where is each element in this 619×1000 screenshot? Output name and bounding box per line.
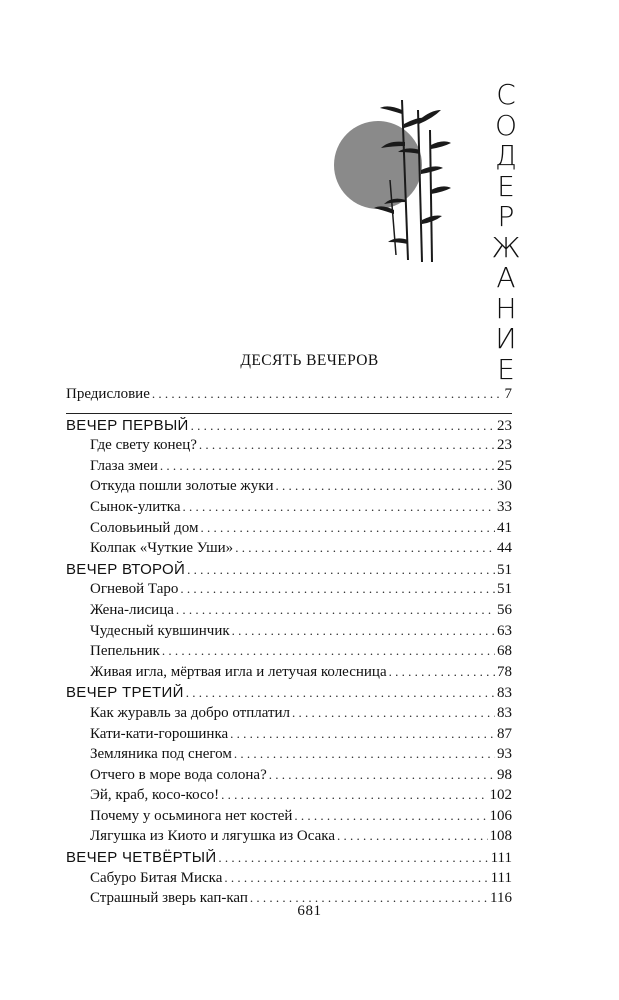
toc-entry-page: 111 [490,850,512,867]
toc-leader [337,828,488,844]
toc-entry[interactable] [66,726,512,747]
toc-section-title: ВЕЧЕР ЧЕТВЁРТЫЙ [66,849,217,867]
toc-section-title: ВЕЧЕР ТРЕТИЙ [66,684,184,702]
toc-leader [230,726,495,742]
toc-entry-page: 63 [497,622,512,639]
toc-entry-page: 102 [489,787,512,804]
toc-section[interactable] [66,417,512,438]
toc-leader [199,437,495,453]
toc-section[interactable] [66,684,512,705]
toc-leader [162,643,495,659]
toc-section[interactable] [66,561,512,582]
toc-entry-title: Жена-лисица [90,601,174,618]
toc-entry-title: Живая игла, мёртвая игла и летучая колесница [90,663,387,680]
toc-entry-page: 111 [490,869,512,886]
toc-leader [187,562,495,578]
toc-entry[interactable] [66,767,512,788]
toc-entry-title: Кати-кати-горошинка [90,725,229,742]
vertical-title-letter: Р [497,200,515,233]
toc-entry-title: Как журавль за добро отплатил [90,704,291,721]
toc-leader [200,520,495,536]
toc-section-title: ВЕЧЕР ПЕРВЫЙ [66,416,189,434]
toc-leader [276,478,495,494]
page-number: 681 [297,903,322,919]
toc-entry-title: Колпак «Чуткие Уши» [90,540,234,557]
toc-entry-title: Откуда пошли золотые жуки [90,478,274,495]
toc-entry-page: 44 [497,540,512,557]
toc-entry[interactable] [66,705,512,726]
toc-leader [224,870,488,886]
toc-entry-page: 7 [504,386,512,402]
toc-entry[interactable] [66,520,512,541]
toc-entry-page: 51 [497,581,512,598]
toc-entry-page: 51 [497,561,512,578]
toc-leader [235,540,495,556]
toc-entry[interactable] [66,643,512,664]
vertical-title-letter: О [494,108,518,142]
toc-entry-page: 106 [489,807,512,824]
moon-bamboo-illustration [330,90,460,265]
toc-entry-page: 87 [497,725,512,742]
toc-entry-page: 83 [497,685,512,702]
toc-entry-page: 78 [497,663,512,680]
toc-entry[interactable] [66,581,512,602]
toc-entry-page: 83 [497,704,512,721]
toc-entry[interactable] [66,808,512,829]
vertical-title [484,80,528,385]
toc-leader [183,499,495,515]
toc-entry-page: 33 [497,498,512,515]
toc-entry[interactable] [66,602,512,623]
vertical-title-letter: Е [497,169,515,203]
toc-leader [191,418,495,434]
toc-leader [292,705,495,721]
toc-entry-title: Предисловие [66,386,150,402]
toc-entry-page: 56 [497,601,512,618]
toc-leader [232,623,495,639]
toc-entry-title: Почему у осьминога нет костей [90,807,293,824]
toc-leader [294,808,487,824]
toc-leader [176,602,495,618]
toc-entry-title: Пепельник [90,643,160,660]
toc-section-title: ВЕЧЕР ВТОРОЙ [66,560,186,578]
toc-entry[interactable] [66,870,512,891]
toc-entry-title: Огневой Таро [90,581,179,598]
toc-entry-page: 25 [497,457,512,474]
toc-entry[interactable] [66,746,512,767]
toc-leader [152,386,503,402]
toc-entry-title: Отчего в море вода солона? [90,766,267,783]
toc-entry-page: 68 [497,643,512,660]
toc-entry-title: Где свету конец? [90,437,197,454]
toc-entry-page: 93 [497,746,512,763]
toc-entry-page: 98 [497,766,512,783]
toc-entry-title: Сабуро Битая Миска [90,869,223,886]
book-title: ДЕСЯТЬ ВЕЧЕРОВ [240,352,379,369]
toc-entry-title: Соловьиный дом [90,519,199,536]
toc-entry-page: 108 [489,828,512,845]
vertical-title-letter: Ж [491,230,521,264]
toc-entry[interactable] [66,828,512,849]
toc-section[interactable] [66,849,512,870]
toc-entry[interactable] [66,787,512,808]
toc-entry[interactable] [66,386,512,407]
vertical-title-letter: Н [495,291,517,325]
toc-entry-title: Лягушка из Киото и лягушка из Осака [90,828,335,845]
toc-entry-page: 30 [497,478,512,495]
vertical-title-letter: И [495,322,517,355]
toc-leader [186,685,495,701]
toc-entry-title: Чудесный кувшинчик [90,622,230,639]
vertical-title-letter: Д [495,139,517,172]
toc-entry[interactable] [66,499,512,520]
toc-entry-title: Эй, краб, косо-косо! [90,787,220,804]
toc-entry[interactable] [66,540,512,561]
toc-entry[interactable] [66,437,512,458]
moon-icon [334,121,422,209]
toc-entry[interactable] [66,664,512,685]
toc-entry[interactable] [66,458,512,479]
toc-leader [269,767,495,783]
toc-entry-title: Глаза змеи [90,457,158,474]
toc-entry[interactable] [66,623,512,644]
toc-entry[interactable] [66,478,512,499]
toc-entry-title: Земляника под снегом [90,746,232,763]
table-of-contents [66,386,512,911]
toc-leader [218,850,488,866]
toc-leader [180,581,495,597]
toc-leader [160,458,495,474]
vertical-title-letter: Е [497,352,515,386]
toc-leader [221,787,487,803]
toc-entry-page: 41 [497,519,512,536]
toc-entry-page: 116 [490,890,512,907]
toc-entry-title: Страшный зверь кап-кап [90,890,248,907]
toc-entry-page: 23 [497,437,512,454]
divider [66,413,512,414]
vertical-title-letter: С [496,78,516,111]
toc-entry-title: Сынок-улитка [90,498,181,515]
toc-leader [234,746,495,762]
vertical-title-letter: А [496,261,516,294]
toc-entry-page: 23 [497,417,512,434]
toc-leader [389,664,495,680]
